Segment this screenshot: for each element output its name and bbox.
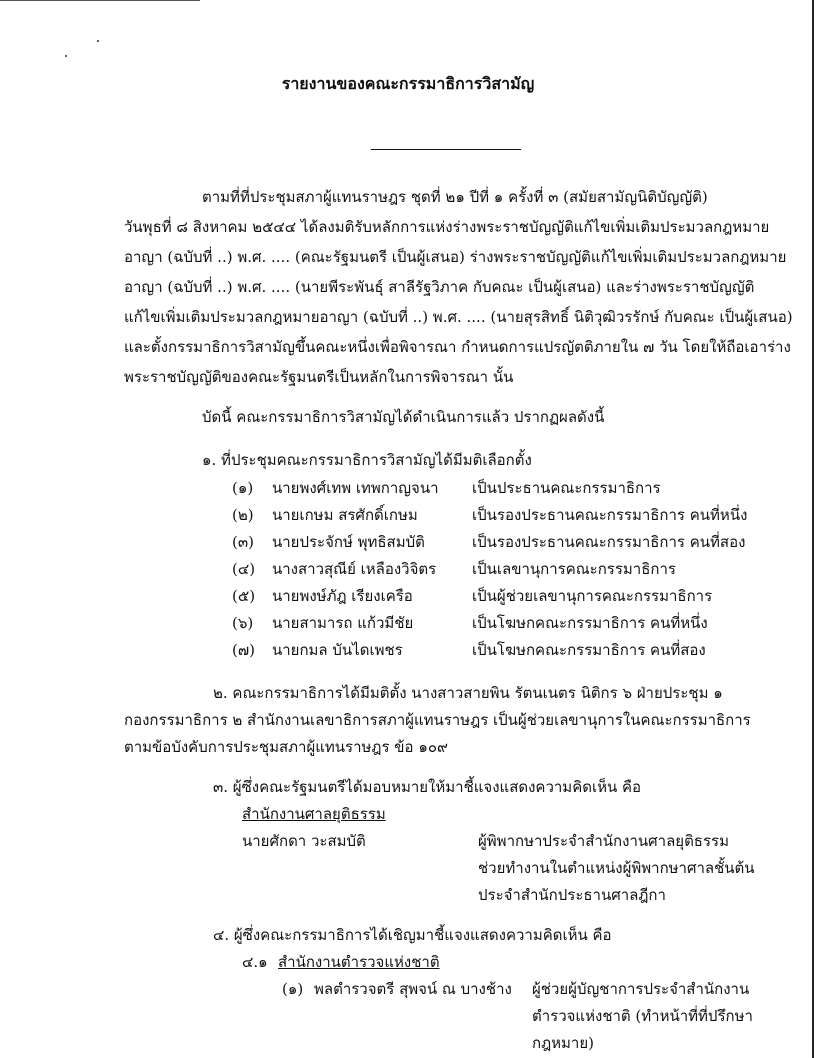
- person-position-line: ตำรวจแห่งชาติ (ทำหน้าที่ที่ปรึกษา: [532, 1007, 753, 1025]
- section-line: กองกรรมาธิการ ๒ สำนักงานเลขาธิการสภาผู้แทนราษฎร เป็นผู้ช่วยเลขานุการในคณะกรรมาธิการ: [124, 711, 751, 729]
- person-position-line: ผู้ช่วยผู้บัญชาการประจำสำนักงาน: [532, 980, 750, 998]
- person-name: พลตำรวจตรี สุพจน์ ณ บางช้าง: [314, 980, 512, 998]
- intro-line: พระราชบัญญัติของคณะรัฐมนตรีเป็นหลักในการพิจารณา นั้น: [124, 368, 514, 386]
- section-line: ๒. คณะกรรมาธิการได้มีมติตั้ง นางสาวสายพิน รัตนเนตร นิติกร ๖ ฝ่ายประชุม ๑: [213, 684, 723, 702]
- member-name: นายพงศ์เทพ เทพกาญจนา: [272, 479, 439, 497]
- member-name: นายพงษ์ภัฎ เรียงเครือ: [272, 587, 413, 605]
- scan-right-edge: [812, 0, 814, 1058]
- person-name: นายศักดา วะสมบัติ: [242, 832, 366, 850]
- organization-name: สำนักงานศาลยุติธรรม: [242, 805, 386, 823]
- member-number: (๑): [232, 479, 254, 497]
- intro-line: และตั้งกรรมาธิการวิสามัญขึ้นคณะหนึ่งเพื่อพิจารณา กำหนดการแปรญัตติภายใน ๗ วัน โดยให้ถือเอาร่าง: [124, 338, 791, 356]
- intro-line: อาญา (ฉบับที่ ..) พ.ศ. .... (คณะรัฐมนตรี เป็นผู้เสนอ) ร่างพระราชบัญญัติแก้ไขเพิ่มเติมประมวลกฎหมาย: [124, 248, 787, 266]
- member-role: เป็นผู้ช่วยเลขานุการคณะกรรมาธิการ: [472, 587, 713, 605]
- member-role: เป็นโฆษกคณะกรรมาธิการ คนที่หนึ่ง: [472, 614, 708, 632]
- status-line: บัดนี้ คณะกรรมาธิการวิสามัญได้ดำเนินการแล้ว ปรากฏผลดังนี้: [202, 408, 605, 426]
- member-number: (๖): [232, 614, 254, 632]
- organization-name: สำนักงานตำรวจแห่งชาติ: [278, 953, 440, 971]
- scan-top-rule: [0, 0, 200, 1]
- member-name: นายเกษม สรศักดิ์เกษม: [272, 506, 418, 524]
- section-heading: ๔. ผู้ซึ่งคณะกรรมาธิการได้เชิญมาชี้แจงแสดงความคิดเห็น คือ: [213, 926, 612, 944]
- member-number: (๒): [232, 506, 254, 524]
- member-role: เป็นประธานคณะกรรมาธิการ: [472, 479, 661, 497]
- intro-line: แก้ไขเพิ่มเติมประมวลกฎหมายอาญา (ฉบับที่ ..) พ.ศ. .... (นายสุรสิทธิ์ นิติวุฒิวรรักษ์ กับคณะ เป็นผู้เสนอ): [124, 308, 793, 326]
- scan-speck: [65, 55, 67, 57]
- member-role: เป็นโฆษกคณะกรรมาธิการ คนที่สอง: [472, 641, 706, 659]
- member-name: นายประจักษ์ พุทธิสมบัติ: [272, 533, 425, 551]
- title-underline: [371, 149, 521, 150]
- section-heading: ๑. ที่ประชุมคณะกรรมาธิการวิสามัญได้มีมติเลือกตั้ง: [202, 451, 532, 469]
- section-heading: ๓. ผู้ซึ่งคณะรัฐมนตรีได้มอบหมายให้มาชี้แจงแสดงความคิดเห็น คือ: [213, 778, 642, 796]
- member-role: เป็นรองประธานคณะกรรมาธิการ คนที่หนึ่ง: [472, 506, 748, 524]
- person-position-line: ช่วยทำงานในตำแหน่งผู้พิพากษาศาลชั้นต้น: [478, 859, 755, 877]
- intro-line: อาญา (ฉบับที่ ..) พ.ศ. .... (นายพีระพันธุ์ สาลีรัฐวิภาค กับคณะ เป็นผู้เสนอ) และร่างพระราชบัญญัติ: [124, 278, 755, 296]
- page-title: รายงานของคณะกรรมาธิการวิสามัญ: [281, 74, 535, 93]
- member-name: นายสามารถ แก้วมีชัย: [272, 614, 414, 632]
- subsection-number: ๔.๑: [242, 953, 268, 971]
- person-position-line: ประจำสำนักประธานศาลฎีกา: [478, 886, 666, 904]
- intro-line: ตามที่ที่ประชุมสภาผู้แทนราษฎร ชุดที่ ๒๑ ปีที่ ๑ ครั้งที่ ๓ (สมัยสามัญนิติบัญญัติ): [202, 188, 708, 206]
- member-number: (๓): [232, 533, 254, 551]
- member-number: (๗): [232, 641, 255, 659]
- member-number: (๔): [232, 560, 256, 578]
- member-name: นายกมล บันไดเพชร: [272, 641, 403, 659]
- person-position-line: กฎหมาย): [532, 1034, 594, 1052]
- item-number: (๑): [282, 980, 304, 998]
- section-line: ตามข้อบังคับการประชุมสภาผู้แทนราษฎร ข้อ ๑๐๙: [124, 738, 449, 756]
- member-role: เป็นรองประธานคณะกรรมาธิการ คนที่สอง: [472, 533, 746, 551]
- intro-line: วันพุธที่ ๘ สิงหาคม ๒๕๔๔ ได้ลงมติรับหลักการแห่งร่างพระราชบัญญัติแก้ไขเพิ่มเติมประมวลกฎหมาย: [124, 218, 770, 236]
- member-role: เป็นเลขานุการคณะกรรมาธิการ: [472, 560, 676, 578]
- scan-speck: [97, 40, 99, 42]
- member-number: (๕): [232, 587, 256, 605]
- person-position-line: ผู้พิพากษาประจำสำนักงานศาลยุติธรรม: [478, 832, 729, 850]
- member-name: นางสาวสุณีย์ เหลืองวิจิตร: [272, 560, 437, 578]
